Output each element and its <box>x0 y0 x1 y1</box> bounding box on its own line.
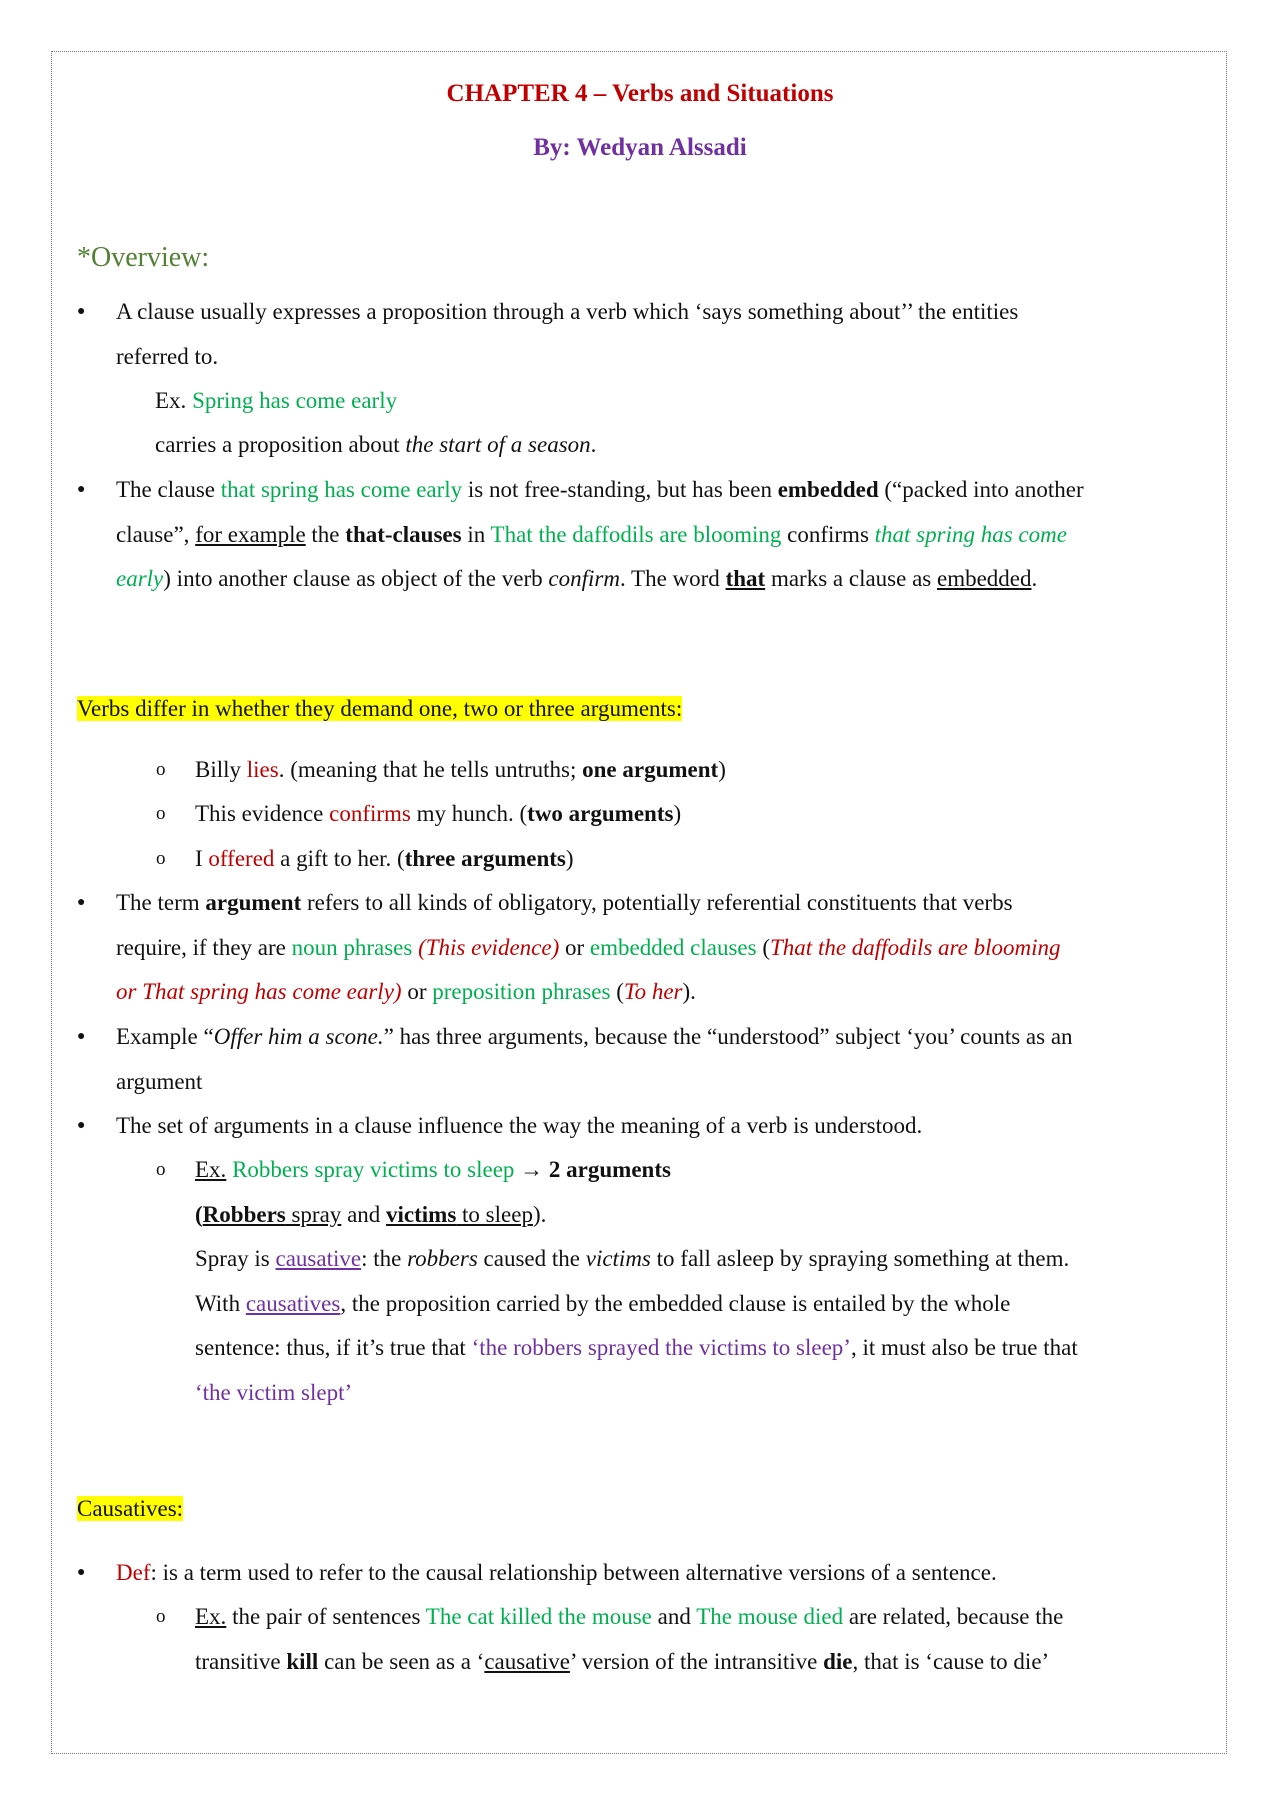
paragraph-text: The term argument refers to all kinds of obligatory, potentially referential constituents that verbs require, if they are noun phrases (This evidence) or embedded clauses (That the daffodils are blooming or That spring has come early) or preposition phrases (To her). <box>116 890 1061 1004</box>
circle-bullet-icon: o <box>156 803 166 824</box>
chapter-title: CHAPTER 4 – Verbs and Situations <box>446 80 834 107</box>
section-heading-causatives: Causatives: <box>77 1496 184 1521</box>
example-spring: Ex. Spring has come early <box>155 388 398 413</box>
paragraph-text: A clause usually expresses a proposition through a verb which ‘says something about’’ the entities referred to. <box>116 299 1019 369</box>
bullet-icon: ● <box>77 482 86 497</box>
overview-heading: *Overview: <box>77 242 210 273</box>
paragraph-text: The set of arguments in a clause influence the way the meaning of a verb is understood. <box>116 1113 923 1138</box>
circle-bullet-icon: o <box>156 848 166 869</box>
circle-bullet-icon: o <box>156 759 166 780</box>
paragraph-text: Def: is a term used to refer to the causal relationship between alternative versions of a sentence. <box>116 1560 997 1585</box>
bullet-icon: ● <box>77 1565 86 1580</box>
bullet-icon: ● <box>77 1029 86 1044</box>
paragraph-text: Example “Offer him a scone.” has three arguments, because the “understood” subject ‘you’ counts as an argument <box>116 1024 1073 1094</box>
bullet-icon: ● <box>77 1118 86 1133</box>
bullet-icon: ● <box>77 895 86 910</box>
paragraph-text: The clause that spring has come early is not free-standing, but has been embedded (“packed into another clause”, for example the that-clauses in That the daffodils are blooming confirms that spring has come early) into another clause as object of the verb confirm. The word that marks a clause as embedded. <box>116 477 1084 591</box>
example-carries: carries a proposition about the start of a season. <box>155 432 597 457</box>
circle-bullet-icon: o <box>156 1606 166 1627</box>
section-heading-verbs: Verbs differ in whether they demand one, two or three arguments: <box>77 696 683 721</box>
circle-bullet-icon: o <box>156 1159 166 1180</box>
author-line: By: Wedyan Alssadi <box>533 134 747 161</box>
bullet-icon: ● <box>77 304 86 319</box>
